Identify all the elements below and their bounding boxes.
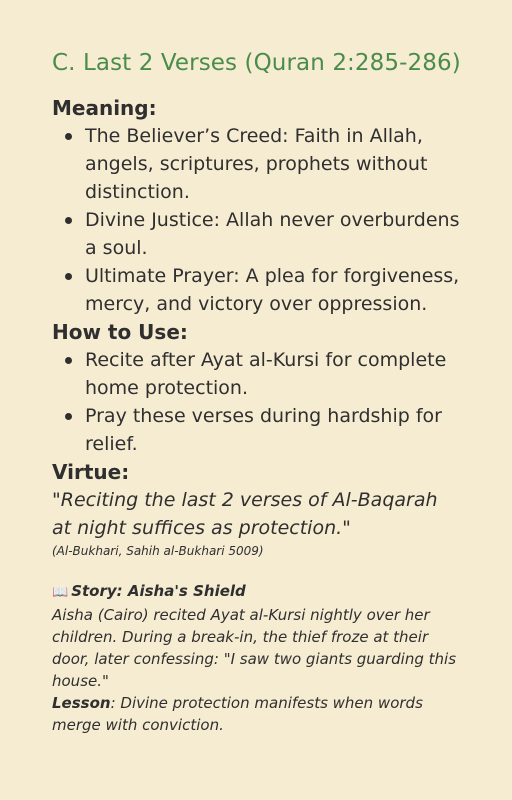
list-item: The Believer’s Creed: Faith in Allah, angels, scriptures, prophets without distinction. xyxy=(85,122,462,206)
section-title: C. Last 2 Verses (Quran 2:285-286) xyxy=(52,50,461,76)
meaning-heading: Meaning: xyxy=(52,96,157,120)
list-item: Pray these verses during hardship for relief. xyxy=(85,402,462,458)
meaning-list xyxy=(52,122,462,318)
section-body xyxy=(52,94,462,736)
how-to-use-list xyxy=(52,346,462,458)
virtue-heading: Virtue: xyxy=(52,460,130,484)
story-block xyxy=(52,580,462,736)
virtue-quote: "Reciting the last 2 verses of Al-Baqarah at night suffices as protection." xyxy=(52,489,438,539)
list-item: Divine Justice: Allah never overburdens a soul. xyxy=(85,206,462,262)
lesson-text: : Divine protection manifests when words merge with conviction. xyxy=(52,694,423,734)
story-title-line xyxy=(52,580,462,604)
story-title: Story: Aisha's Shield xyxy=(71,582,246,600)
lesson-label: Lesson xyxy=(52,694,111,712)
list-item: Ultimate Prayer: A plea for forgiveness, mercy, and victory over oppression. xyxy=(85,262,462,318)
book-icon: 📖 xyxy=(52,585,69,600)
how-to-use-heading: How to Use: xyxy=(52,320,188,344)
story-lesson xyxy=(52,692,462,736)
story-text: Aisha (Cairo) recited Ayat al-Kursi nightly over her children. During a break-in, the thief froze at their door, later confessing: "I saw two giants guarding this house." xyxy=(52,606,457,690)
list-item: Recite after Ayat al-Kursi for complete home protection. xyxy=(85,346,462,402)
virtue-source: (Al-Bukhari, Sahih al-Bukhari 5009) xyxy=(52,544,264,558)
